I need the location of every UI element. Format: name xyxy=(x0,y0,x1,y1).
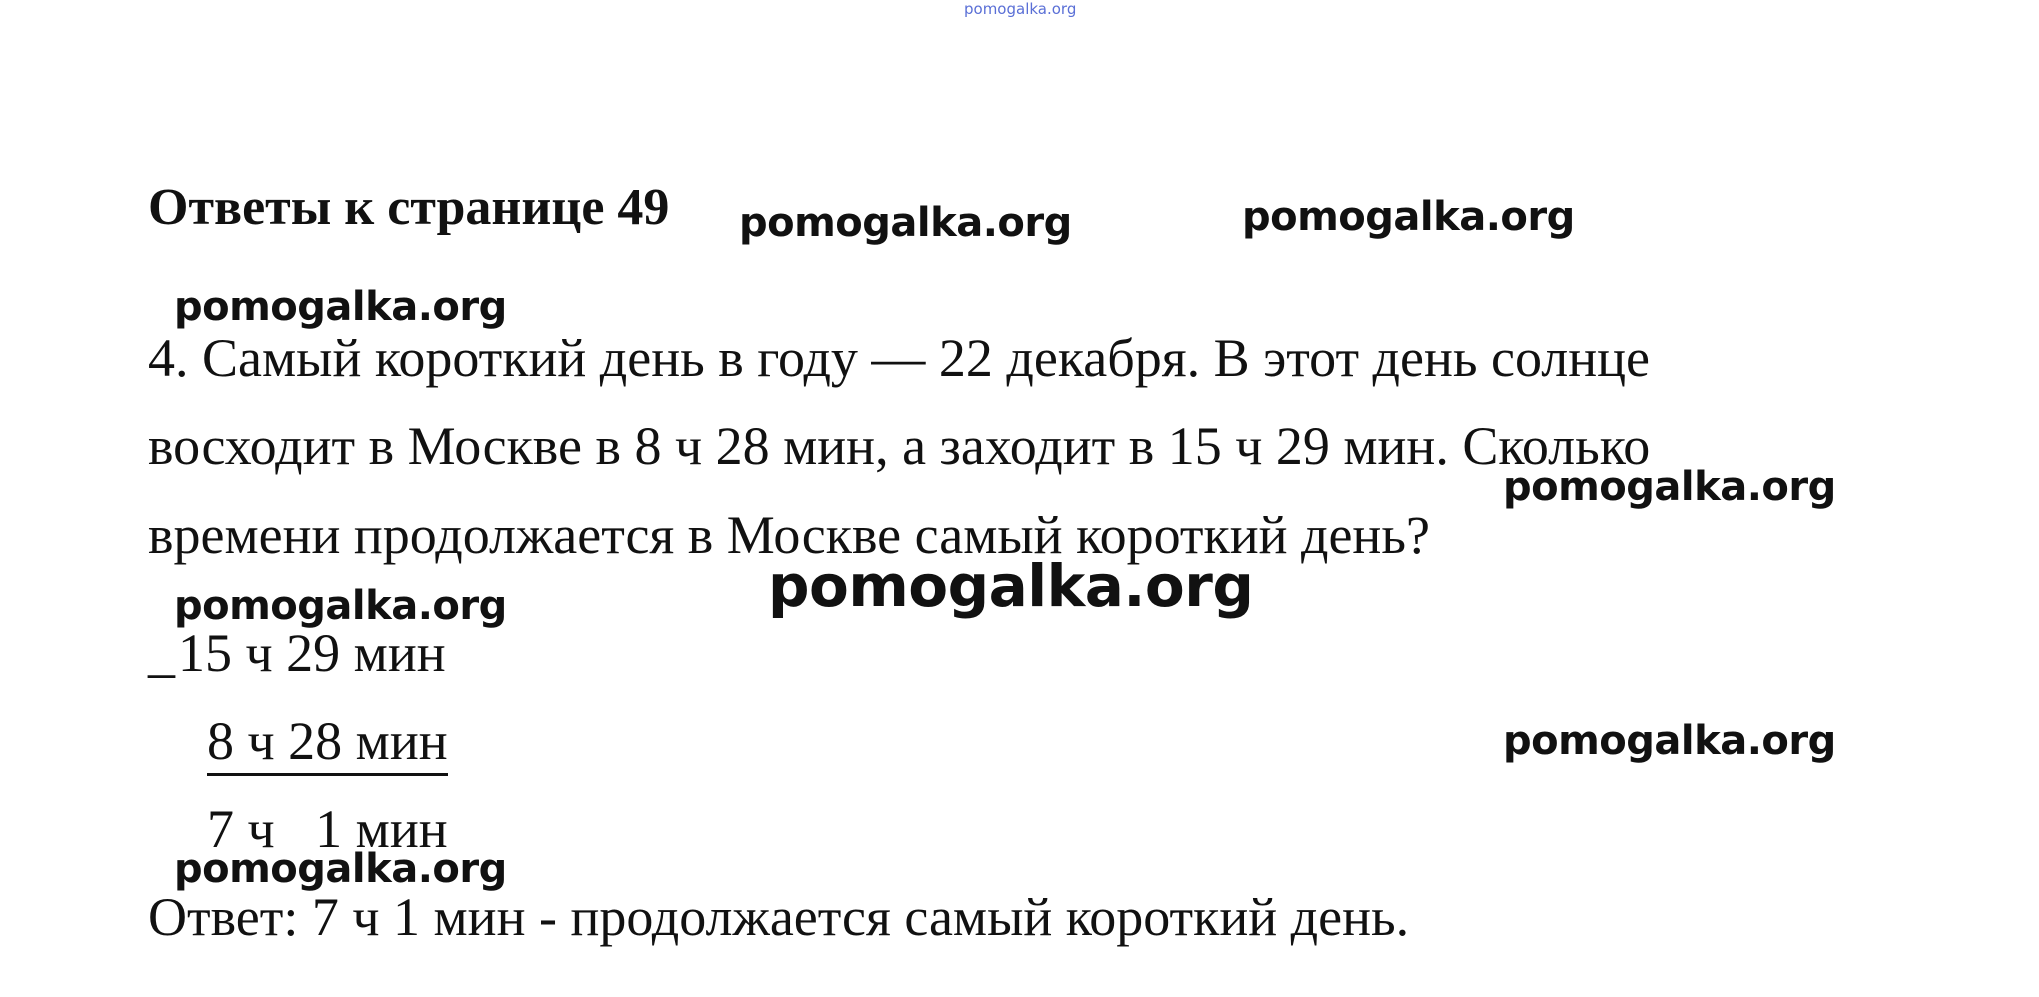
problem-text-line-3: времени продолжается в Москве самый короткий день? xyxy=(148,505,1430,565)
answer-text: Ответ: 7 ч 1 мин - продолжается самый короткий день. xyxy=(148,887,1410,947)
calc-operator: _ xyxy=(148,623,175,683)
site-link[interactable]: pomogalka.org xyxy=(964,0,1077,18)
watermark-text: pomogalka.org xyxy=(174,846,507,892)
watermark-text: pomogalka.org xyxy=(1503,464,1836,510)
page-heading: Ответы к странице 49 xyxy=(148,179,670,236)
watermark-text: pomogalka.org xyxy=(174,284,507,330)
calc-result: 7 ч 1 мин xyxy=(207,799,448,859)
calc-subtrahend xyxy=(207,711,448,771)
problem-text-line-1: 4. Самый короткий день в году — 22 декабря. В этот день солнце xyxy=(148,328,1650,388)
watermark-text: pomogalka.org xyxy=(739,200,1072,246)
watermark-text: pomogalka.org xyxy=(768,552,1254,620)
problem-text-line-2: восходит в Москве в 8 ч 28 мин, а заходит в 15 ч 29 мин. Сколько xyxy=(148,416,1651,476)
calc-minuend: 15 ч 29 мин xyxy=(178,623,446,683)
watermark-text: pomogalka.org xyxy=(1242,194,1575,240)
watermark-text: pomogalka.org xyxy=(1503,718,1836,764)
watermark-text: pomogalka.org xyxy=(174,583,507,629)
calc-subtrahend-value: 8 ч 28 мин xyxy=(207,711,448,776)
